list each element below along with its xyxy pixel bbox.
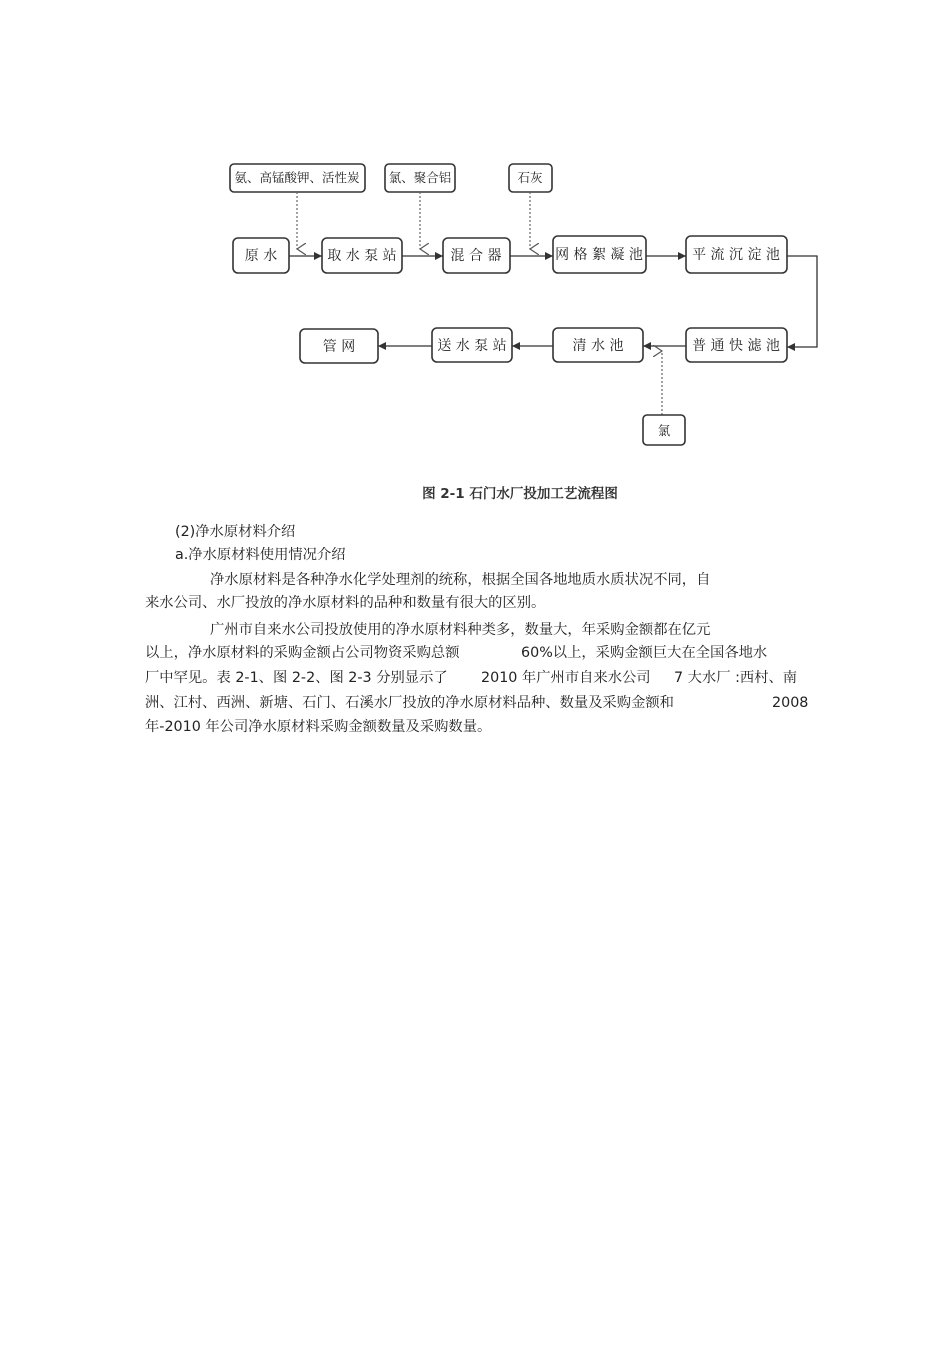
input-label: 氨、高锰酸钾、活性炭: [234, 170, 360, 185]
flow-arrow-connector: [787, 256, 817, 347]
step-mixer: [443, 238, 510, 273]
figure-caption: 图 2-1 石门水厂投加工艺流程图: [422, 486, 618, 502]
step-label: 平 流 沉 淀 池: [692, 247, 780, 263]
step-pipe-network: [300, 329, 378, 363]
step-label: 清 水 池: [572, 338, 624, 354]
input-label: 氯、聚合铝: [388, 170, 452, 185]
step-label: 管 网: [322, 339, 356, 355]
paragraph-line: 广州市自来水公司投放使用的净水原材料种类多，数量大，年采购金额都在亿元: [210, 622, 711, 638]
paragraph-line: 年-2010 年公司净水原材料采购金额数量及采购数量。: [145, 719, 492, 735]
step-label: 取 水 泵 站: [327, 248, 397, 264]
step-label: 网 格 絮 凝 池: [555, 247, 643, 263]
step-delivery-pump-station: [432, 328, 512, 362]
process-flow-diagram: [0, 0, 950, 480]
step-intake-pump-station: [322, 238, 402, 273]
paragraph-line: 7 大水厂 :西村、南: [674, 670, 798, 686]
input-label: 氯: [657, 423, 671, 438]
input-box-chlorine-aluminum: [385, 164, 455, 192]
step-raw-water: [233, 238, 289, 273]
paragraph-line: 2008: [772, 695, 809, 711]
input-box-lime: [509, 164, 552, 192]
paragraph-line: 以上，净水原材料的采购金额占公司物资采购总额: [145, 645, 460, 661]
step-rapid-filter: [686, 328, 787, 362]
paragraph-line: 60%以上，采购金额巨大在全国各地水: [521, 645, 768, 661]
paragraph-line: 2010 年广州市自来水公司: [481, 670, 651, 686]
step-label: 混 合 器: [450, 248, 502, 264]
paragraph-line: 洲、江村、西洲、新塘、石门、石溪水厂投放的净水原材料品种、数量及采购金额和: [145, 695, 674, 711]
step-label: 普 通 快 滤 池: [692, 338, 780, 354]
input-label: 石灰: [517, 170, 543, 185]
paragraph-line: 厂中罕见。表 2-1、图 2-2、图 2-3 分别显示了: [145, 670, 448, 686]
section-heading: (2)净水原材料介绍: [175, 524, 296, 540]
input-box-ammonia-permanganate-carbon: [230, 164, 365, 192]
step-label: 送 水 泵 站: [437, 338, 507, 354]
section-subheading: a.净水原材料使用情况介绍: [175, 547, 346, 563]
input-box-chlorine: [643, 415, 685, 445]
step-clear-water-tank: [553, 328, 643, 362]
paragraph-line: 净水原材料是各种净水化学处理剂的统称，根据全国各地地质水质状况不同，自: [210, 572, 711, 588]
step-sedimentation-tank: [686, 236, 787, 273]
paragraph-line: 来水公司、水厂投放的净水原材料的品种和数量有很大的区别。: [145, 595, 546, 611]
step-grid-flocculation-tank: [553, 236, 646, 273]
step-label: 原 水: [244, 248, 278, 264]
